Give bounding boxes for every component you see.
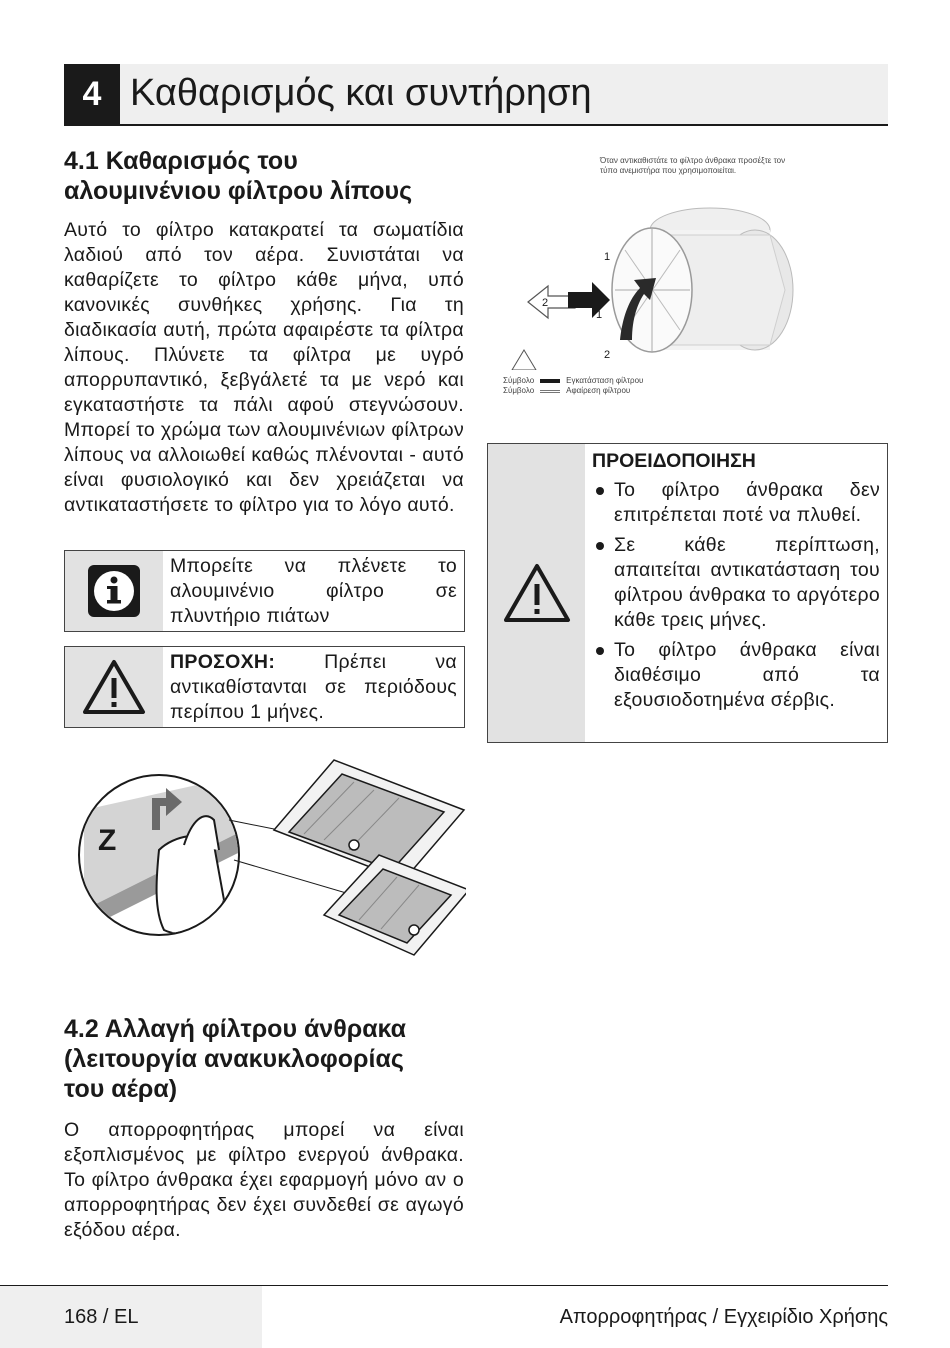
legend-symbol: Σύμβολο [503,376,535,385]
warning-item: Το φίλτρο άνθρακα είναι διαθέσιμο από τα εξουσιοδοτημένα σέρβις. [592,638,880,713]
fan-caption-line: Όταν αντικαθιστάτε το φίλτρο άνθρακα προσέξτε τον [600,156,786,165]
chapter-header [64,64,888,126]
section-4-1 [64,146,464,518]
fan-legend-row [503,376,703,386]
heading-line: 4.1 Καθαρισμός του [64,147,298,175]
section-4-2-heading [64,1014,464,1104]
fan-label-2a: 2 [542,297,549,309]
section-4-2 [64,1014,464,1243]
heading-line: αλουμινένιου φίλτρου λίπους [64,177,413,205]
heading-line: του αέρα) [64,1075,178,1103]
caution-body: Πρέπει να αντικαθίστανται σε περιόδους περίπου 1 μήνες. [170,651,457,723]
fan-label-1b: 1 [596,309,603,321]
heading-line: (λειτουργία ανακυκλοφορίας [64,1045,404,1073]
fan-label-2b: 2 [604,349,611,361]
filter-removal-illustration [64,750,466,990]
info-note-text: Μπορείτε να πλένετε το αλουμινένιο φίλτρο σε πλυντήριο πιάτων [170,555,457,627]
legend-symbol: Σύμβολο [503,386,535,395]
legend-text: Αφαίρεση φίλτρου [566,386,631,395]
section-4-1-heading [64,146,464,206]
caution-box [64,646,465,728]
chapter-number: 4 [64,64,120,124]
section-4-2-body: Ο απορροφητήρας μπορεί να είναι εξοπλισμένος με φίλτρο ενεργού άνθρακα. Το φίλτρο άνθρακα έχει εφαρμογή μόνο αν ο απορροφητήρας δεν έχει συνδεθεί σε αγωγό εξόδου αέρα. [64,1119,464,1241]
warning-icon [81,658,147,716]
chapter-title: Καθαρισμός και συντήρηση [130,72,592,114]
filter-illustration-letter: Z [98,824,117,857]
fan-legend [503,376,703,396]
warning-list [592,478,880,713]
footer-document-title: Απορροφητήρας / Εγχειρίδιο Χρήσης [559,1306,888,1328]
heading-line: 4.2 Αλλαγή φίλτρου άνθρακα [64,1015,407,1043]
footer-page-number: 168 / EL [64,1306,139,1328]
info-icon-cell [65,551,163,631]
fan-illustration [500,180,820,370]
info-note-box [64,550,465,632]
caution-text [163,647,464,727]
warning-icon [502,562,572,624]
fan-label-1a: 1 [604,251,611,263]
warning-item: Το φίλτρο άνθρακα δεν επιτρέπεται ποτέ να πλυθεί. [592,478,880,528]
warning-icon-cell [488,444,585,742]
section-4-1-body: Αυτό το φίλτρο κατακρατεί τα σωματίδια λαδιού από τον αέρα. Συνιστάται να καθαρίζετε το φίλτρο κάθε μήνα, υπό κανονικές συνθήκες χρήσης. Για τη διαδικασία αυτή, πρώτα αφαιρέστε τα φίλτρα λίπους. Πλύνετε τα φίλτρα με υγρό απορρυπαντικό, ξεβγάλετέ τα με νερό και εγκαταστήστε τα πάλι αφού στεγνώσουν. Μπορεί το χρώμα των αλουμινένιων φίλτρων λίπους να αλλοιωθεί καθώς πλένονται - αυτό είναι φυσιολογικό και δεν χρειάζεται να αντικαταστήσετε το φίλτρο για το λόγο αυτό. [64,219,464,516]
fan-figure-caption [600,156,880,176]
carbon-filter-warning-box [487,443,888,743]
fan-caption-line: τύπο ανεμιστήρα που χρησιμοποιείται. [600,166,737,175]
warning-item: Σε κάθε περίπτωση, απαιτείται αντικατάσταση του φίλτρου άνθρακα το αργότερο κάθε τρεις μήνες. [592,533,880,633]
caution-label: ΠΡΟΣΟΧΗ: [170,651,276,673]
caution-icon-cell [65,647,163,727]
legend-text: Εγκατάσταση φίλτρου [566,376,644,385]
legend-install-swatch [540,379,560,383]
legend-remove-swatch [540,390,560,393]
fan-legend-row [503,386,703,396]
warning-title: ΠΡΟΕΙΔΟΠΟΙΗΣΗ [592,450,756,472]
info-icon [86,563,142,619]
warning-content [585,444,887,742]
